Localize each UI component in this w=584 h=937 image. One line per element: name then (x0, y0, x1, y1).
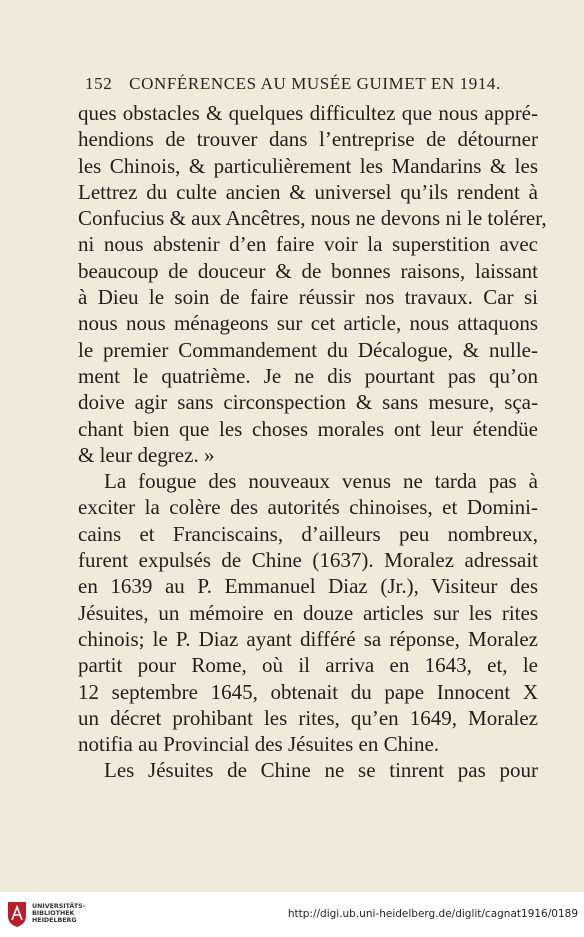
text-line: Confucius & aux Ancêtres, nous ne devons ni le tolérer, (78, 206, 547, 231)
text-line: Lettrez du culte ancien & universel qu’ils rendent à (78, 179, 538, 204)
text-line: à Dieu le soin de faire réussir nos travaux. Car si (78, 285, 538, 310)
text-line: 12 septembre 1645, obtenait du pape Innocent X (78, 679, 538, 704)
text-line: le premier Commandement du Décalogue, & nulle- (78, 337, 538, 362)
paragraph-start-line: Les Jésuites de Chine ne se tinrent pas pour (104, 758, 538, 783)
text-line: notifia au Provincial des Jésuites en Chine. (78, 732, 440, 757)
text-line: ques obstacles & quelques difficultez que nous appré- (78, 101, 538, 125)
text-line: nous nous ménageons sur cet article, nous attaquons (78, 311, 538, 336)
text-line: doive agir sans circonspection & sans mesure, sça- (78, 390, 538, 415)
page-number: 152 (85, 74, 113, 93)
text-line: ment le quatrième. Je ne dis pourtant pas qu’on (78, 363, 538, 388)
text-line: en 1639 au P. Emmanuel Diaz (Jr.), Visiteur des (78, 574, 538, 599)
text-line: partit pour Rome, où il arriva en 1643, et, le (78, 653, 538, 678)
library-name (32, 903, 85, 925)
library-name-line: BIBLIOTHEK (32, 910, 75, 918)
source-url-link[interactable]: http://digi.ub.uni-heidelberg.de/diglit/cagnat1916/0189 (287, 908, 578, 920)
text-line: ni nous abstenir d’en faire voir la superstition avec (78, 232, 538, 257)
text-line: & leur degrez. » (78, 442, 215, 467)
running-head (85, 74, 505, 94)
text-line: les Chinois, & particulièrement les Mandarins & les (78, 153, 538, 178)
text-line: chinois; le P. Diaz ayant différé sa réponse, Moralez (78, 626, 538, 651)
text-line: beaucoup de douceur & de bonnes raisons, laissant (78, 258, 538, 283)
text-line: cains et Franciscains, d’ailleurs peu nombreux, (78, 521, 538, 546)
text-line: exciter la colère des autorités chinoises, et Domini- (78, 495, 538, 520)
library-name-line: HEIDELBERG (32, 917, 77, 925)
text-line: hendions de trouver dans l’entreprise de détourner (78, 127, 538, 152)
paragraph-start-line: La fougue des nouveaux venus ne tarda pas à (104, 469, 538, 494)
text-line: furent expulsés de Chine (1637). Moralez adressait (78, 548, 538, 573)
body-text (78, 100, 547, 784)
text-line: Jésuites, un mémoire en douze articles sur les rites (78, 600, 538, 625)
university-library-logo-icon (6, 900, 28, 928)
running-title: CONFÉRENCES AU MUSÉE GUIMET EN 1914. (129, 74, 501, 93)
text-line: chant bien que les choses morales ont leur étendüe (78, 416, 538, 441)
text-line: un décret prohibant les rites, qu’en 1649, Moralez (78, 705, 538, 730)
library-name-line: UNIVERSITÄTS- (32, 903, 86, 910)
